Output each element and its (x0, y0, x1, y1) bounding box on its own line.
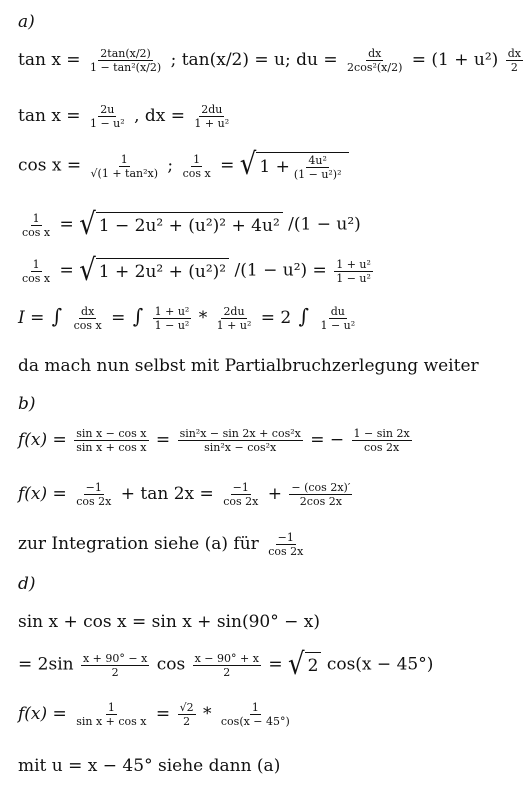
equation-d3: f(x) = $\frac{1}{\text{sin x + cos x}}$ = $\frac{√2}{2}$ * $\frac{1}{\cos(x - 45^\circ)}$ (18, 701, 290, 728)
fraction: $\frac{\text{sin x − cos x}}{\text{sin x + cos x}}$ (76, 427, 147, 454)
fraction: $\frac{√2}{2}$ (179, 701, 194, 728)
section-b-label: b) (18, 394, 36, 414)
equation-a1: tan x = $\frac{2\tan(x/2)}{\text{1 − tan²(x/2)}}$ ; tan(x/2) = u; du = $\frac{dx}{\text{2cos²(x/2)}}$ = (1 + u²) $\frac{dx}{2}$ (18, 47, 521, 74)
fraction: $\frac{2\tan(x/2)}{\text{1 − tan²(x/2)}}$ (89, 47, 162, 74)
section-d-label: d) (18, 574, 36, 594)
fraction: $\frac{dx}{2}$ (507, 47, 521, 74)
equation-b2: f(x) = $\frac{-1}{\cos 2x}$ + tan 2x = $\frac{-1}{\cos 2x}$ + $\frac{- (\cos 2x)'}{2\cos 2x}$ (18, 481, 351, 508)
equation-b1: f(x) = $\frac{\text{sin x − cos x}}{\text{sin x + cos x}}$ = $\frac{\text{sin²x − sin 2x + cos²x}}{\text{sin²x − cos²x}}$ = − $\frac{1 - \sin 2x}{\cos 2x}$ (18, 427, 410, 454)
equation-a6: I = ∫ $\frac{dx}{\text{cos x}}$ = ∫ $\frac{\text{1 + u²}}{\text{1 − u²}}$ * $\frac{2du}{\text{1 + u²}}$ = 2 ∫ $\frac{du}{\text{1 − u²}}$ (18, 304, 356, 332)
fraction: $\frac{2du}{\text{1 + u²}}$ (194, 103, 230, 130)
fraction: $\frac{du}{\text{1 − u²}}$ (320, 305, 356, 332)
note-partialbruch: da mach nun selbst mit Partialbruchzerlegung weiter (18, 356, 479, 376)
fraction: $\frac{x - 90^\circ + x}{2}$ (194, 651, 259, 679)
fraction: $\frac{1}{\text{sin x + cos x}}$ (76, 701, 147, 728)
fraction: $\frac{1}{\text{√(1 + tan²x)}}$ (90, 152, 159, 180)
fraction: $\frac{1}{\text{cos x}}$ (22, 211, 51, 239)
equation-a2: tan x = $\frac{2u}{\text{1 − u²}}$ , dx = $\frac{2du}{\text{1 + u²}}$ (18, 103, 230, 130)
fraction: $\frac{\text{1 + u²}}{\text{1 − u²}}$ (154, 305, 190, 332)
section-a-label: a) (18, 12, 35, 32)
fraction: $\frac{dx}{\text{cos x}}$ (73, 305, 102, 332)
fraction: $\frac{1}{\text{cos x}}$ (22, 257, 51, 285)
fraction: $\frac{1}{\text{cos x}}$ (182, 152, 211, 180)
note-substitution: mit u = x − 45° siehe dann (a) (18, 756, 281, 776)
fraction: $\frac{\text{1 + u²}}{\text{1 − u²}}$ (336, 257, 371, 285)
equation-a3: cos x = $\frac{1}{\text{√(1 + tan²x)}}$ ; $\frac{1}{\text{cos x}}$ = √ 1 + $\frac{\text{4u²}}{\text{(1 − u²)²}}$ (18, 152, 349, 180)
fraction: $\frac{2u}{\text{1 − u²}}$ (89, 103, 125, 130)
fraction: $\frac{\text{sin²x − sin 2x + cos²x}}{\text{sin²x − cos²x}}$ (179, 427, 301, 454)
note-integration: zur Integration siehe (a) für $\frac{-1}{\cos 2x}$ (18, 531, 304, 558)
fraction: $\frac{dx}{\text{2cos²(x/2)}}$ (347, 47, 403, 74)
fraction: $\frac{x + 90^\circ - x}{2}$ (82, 651, 148, 679)
fraction: $\frac{1 - \sin 2x}{\cos 2x}$ (353, 427, 410, 454)
fraction: $\frac{-1}{\cos 2x}$ (268, 531, 304, 558)
fraction: $\frac{2du}{\text{1 + u²}}$ (216, 305, 252, 332)
equation-d1: sin x + cos x = sin x + sin(90° − x) (18, 612, 320, 632)
fraction: $\frac{1}{\cos(x - 45^\circ)}$ (220, 701, 290, 728)
square-root: √ 1 − 2u² + (u²)² + 4u² (79, 212, 283, 238)
equation-a4: $\frac{1}{\text{cos x}}$ = √ 1 − 2u² + (u²)² + 4u² /(1 − u²) (22, 207, 361, 243)
square-root: √ 2 (288, 652, 321, 678)
equation-a5: $\frac{1}{\text{cos x}}$ = √ 1 + 2u² + (u²)² /(1 − u²) = $\frac{\text{1 + u²}}{\text{1 − u²}}$ (22, 253, 371, 289)
square-root: √ 1 + 2u² + (u²)² (79, 258, 229, 284)
square-root: √ 1 + $\frac{\text{4u²}}{\text{(1 − u²)²}}$ (240, 152, 349, 180)
fraction: $\frac{- (\cos 2x)'}{2\cos 2x}$ (291, 481, 351, 508)
fraction: $\frac{-1}{\cos 2x}$ (223, 481, 259, 508)
equation-d2: = 2sin $\frac{x + 90^\circ - x}{2}$ cos $\frac{x - 90^\circ + x}{2}$ = √ 2 cos(x − 45°) (18, 647, 434, 683)
fraction: $\frac{-1}{\cos 2x}$ (76, 481, 112, 508)
